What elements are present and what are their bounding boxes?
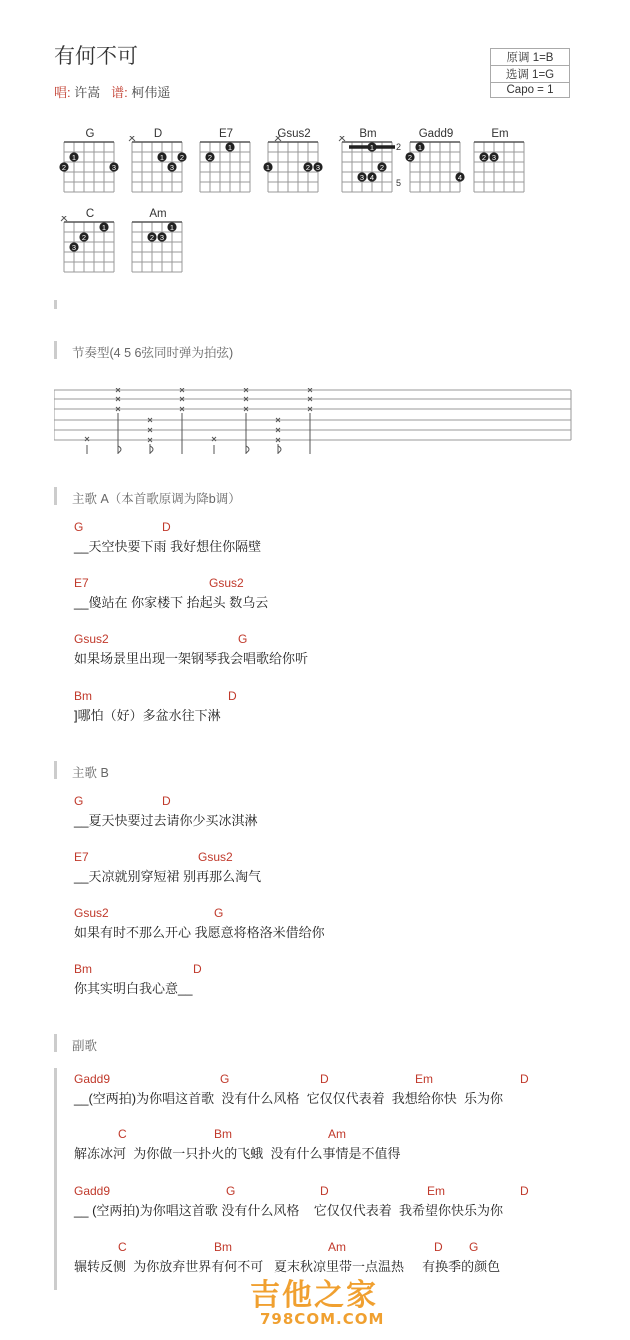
rhythm-beat-7 bbox=[276, 418, 281, 454]
finger-number: 3 bbox=[71, 242, 77, 252]
lyric-line: 如果场景里出现一架钢琴我会唱歌给你听 bbox=[74, 651, 309, 666]
rhythm-beat-6 bbox=[244, 388, 249, 454]
chord-grid bbox=[126, 216, 196, 286]
finger-number: 3 bbox=[491, 152, 497, 162]
lyric-line: __夏天快要过去请你少买冰淇淋 bbox=[74, 813, 258, 828]
finger-number: 1 bbox=[169, 222, 175, 232]
muted-string-mark bbox=[61, 216, 67, 221]
chord-symbol: D bbox=[193, 962, 202, 976]
chord-symbol: G bbox=[238, 632, 248, 646]
lyric-line: 你其实明白我心意__ bbox=[74, 981, 193, 996]
lyric-line: __天凉就别穿短裙 别再那么淘气 bbox=[74, 869, 262, 884]
muted-string-mark bbox=[275, 136, 281, 141]
rhythm-beat-8 bbox=[308, 388, 312, 454]
finger-number: 2 bbox=[207, 152, 213, 162]
divider-mark bbox=[54, 300, 57, 309]
fret-position-label: 5 bbox=[396, 178, 402, 188]
chord-symbol: Am bbox=[328, 1240, 346, 1254]
fret-position-label: 2 bbox=[396, 142, 402, 152]
arranger-label: 谱: bbox=[111, 85, 128, 100]
finger-number: 3 bbox=[111, 162, 117, 172]
chord-grid bbox=[468, 136, 538, 206]
finger-number: 2 bbox=[305, 162, 311, 172]
lyric-line: __傻站在 你家楼下 抬起头 数乌云 bbox=[74, 595, 269, 610]
chord-symbol: G bbox=[214, 906, 224, 920]
chord-name: Bm bbox=[359, 128, 377, 140]
chord-symbol: Am bbox=[328, 1127, 346, 1141]
chord-symbol: D bbox=[228, 689, 237, 703]
finger-number: 1 bbox=[101, 222, 107, 232]
finger-number: 3 bbox=[169, 162, 175, 172]
rhythm-beat-3 bbox=[148, 418, 153, 454]
finger-number: 3 bbox=[159, 232, 165, 242]
watermark-logo: 吉他之家 bbox=[250, 1278, 378, 1313]
chord-symbol: G bbox=[220, 1072, 230, 1086]
arranger-name[interactable]: 柯伟遥 bbox=[131, 85, 171, 100]
finger-number: 1 bbox=[227, 142, 233, 152]
chord-grid bbox=[262, 136, 332, 206]
chord-symbol: Em bbox=[427, 1184, 445, 1198]
finger-number: 3 bbox=[359, 172, 365, 182]
finger-number: 2 bbox=[179, 152, 185, 162]
selected-key: 选调 1=G bbox=[491, 66, 570, 83]
chord-name: E7 bbox=[218, 128, 234, 140]
muted-string-mark bbox=[129, 136, 135, 141]
chorus-bracket bbox=[54, 1068, 57, 1290]
chord-symbol: G bbox=[74, 520, 84, 534]
chord-symbol: D bbox=[162, 794, 171, 808]
rhythm-beat-4 bbox=[180, 388, 184, 454]
chord-symbol: D bbox=[162, 520, 171, 534]
chord-symbol: D bbox=[520, 1072, 529, 1086]
chord-symbol: Bm bbox=[214, 1127, 232, 1141]
chord-symbol: D bbox=[434, 1240, 443, 1254]
chord-symbol: Gsus2 bbox=[198, 850, 233, 864]
chord-symbol: Gsus2 bbox=[74, 632, 109, 646]
song-title: 有何不可 bbox=[54, 45, 138, 68]
chord-symbol: G bbox=[74, 794, 84, 808]
lyric-line: __ (空两拍)为你唱这首歌 没有什么风格 它仅仅代表着 我希望你快乐为你 bbox=[74, 1203, 504, 1218]
finger-number: 2 bbox=[61, 162, 67, 172]
section-chorus-label: 副歌 bbox=[54, 1036, 97, 1054]
chord-name: Em bbox=[491, 128, 509, 140]
key-info-table bbox=[490, 48, 570, 98]
chord-symbol: Bm bbox=[74, 689, 92, 703]
finger-number: 1 bbox=[159, 152, 165, 162]
chord-symbol: D bbox=[520, 1184, 529, 1198]
chord-symbol: C bbox=[118, 1127, 127, 1141]
chord-symbol: Gadd9 bbox=[74, 1184, 111, 1198]
original-key: 原调 1=B bbox=[491, 49, 570, 66]
lyric-line: ]哪怕（好）多盆水往下淋 bbox=[74, 708, 221, 723]
chord-grid bbox=[58, 136, 128, 206]
finger-number: 2 bbox=[149, 232, 155, 242]
rhythm-label: 节奏型(4 5 6弦同时弹为拍弦) bbox=[54, 343, 233, 361]
lyric-line: 辗转反侧 为你放弃世界有何不可 夏末秋凉里带一点温热 有换季的颜色 bbox=[74, 1259, 501, 1274]
finger-number: 1 bbox=[265, 162, 271, 172]
finger-number: 4 bbox=[457, 172, 463, 182]
chord-grid bbox=[194, 136, 264, 206]
chord-grid bbox=[126, 136, 196, 206]
finger-number: 1 bbox=[71, 152, 77, 162]
chord-name: Am bbox=[149, 208, 167, 220]
chord-symbol: E7 bbox=[74, 850, 89, 864]
chord-symbol: G bbox=[469, 1240, 479, 1254]
rhythm-beat-2 bbox=[116, 388, 121, 454]
chord-grid bbox=[58, 216, 128, 286]
finger-number: 3 bbox=[315, 162, 321, 172]
rhythm-pattern bbox=[54, 388, 574, 460]
chord-symbol: Gadd9 bbox=[74, 1072, 111, 1086]
singer-label: 唱: bbox=[54, 85, 71, 100]
lyric-line: __天空快要下雨 我好想住你隔壁 bbox=[74, 539, 262, 554]
chord-symbol: G bbox=[226, 1184, 236, 1198]
chord-symbol: Gsus2 bbox=[209, 576, 244, 590]
chord-symbol: D bbox=[320, 1072, 329, 1086]
chord-name: D bbox=[153, 128, 163, 140]
finger-number: 2 bbox=[81, 232, 87, 242]
finger-number: 2 bbox=[379, 162, 385, 172]
chord-symbol: Gsus2 bbox=[74, 906, 109, 920]
capo: Capo = 1 bbox=[491, 83, 570, 98]
finger-number: 2 bbox=[481, 152, 487, 162]
barre-finger: 1 bbox=[369, 143, 375, 152]
chord-name: Gsus2 bbox=[277, 128, 311, 140]
section-verse-b-label: 主歌 B bbox=[54, 763, 109, 781]
watermark-url: 798COM.COM bbox=[260, 1310, 385, 1328]
chord-symbol: C bbox=[118, 1240, 127, 1254]
muted-string-mark bbox=[339, 136, 345, 141]
chord-name: G bbox=[85, 128, 95, 140]
section-verse-a-label: 主歌 A（本首歌原调为降b调） bbox=[54, 489, 241, 507]
chord-name: Gadd9 bbox=[418, 128, 454, 140]
finger-number: 1 bbox=[417, 142, 423, 152]
singer-name[interactable]: 许嵩 bbox=[74, 85, 101, 100]
chord-symbol: Bm bbox=[214, 1240, 232, 1254]
song-credits bbox=[54, 82, 170, 101]
chord-name: C bbox=[85, 208, 95, 220]
chord-grid bbox=[404, 136, 474, 206]
chord-symbol: D bbox=[320, 1184, 329, 1198]
chord-symbol: Em bbox=[415, 1072, 433, 1086]
lyric-line: 如果有时不那么开心 我愿意将格洛米借给你 bbox=[74, 925, 325, 940]
finger-number: 4 bbox=[369, 172, 375, 182]
chord-symbol: Bm bbox=[74, 962, 92, 976]
chord-symbol: E7 bbox=[74, 576, 89, 590]
finger-number: 2 bbox=[407, 152, 413, 162]
lyric-line: __(空两拍)为你唱这首歌 没有什么风格 它仅仅代表着 我想给你快 乐为你 bbox=[74, 1091, 504, 1106]
lyric-line: 解冻冰河 为你做一只扑火的飞蛾 没有什么事情是不值得 bbox=[74, 1146, 401, 1161]
